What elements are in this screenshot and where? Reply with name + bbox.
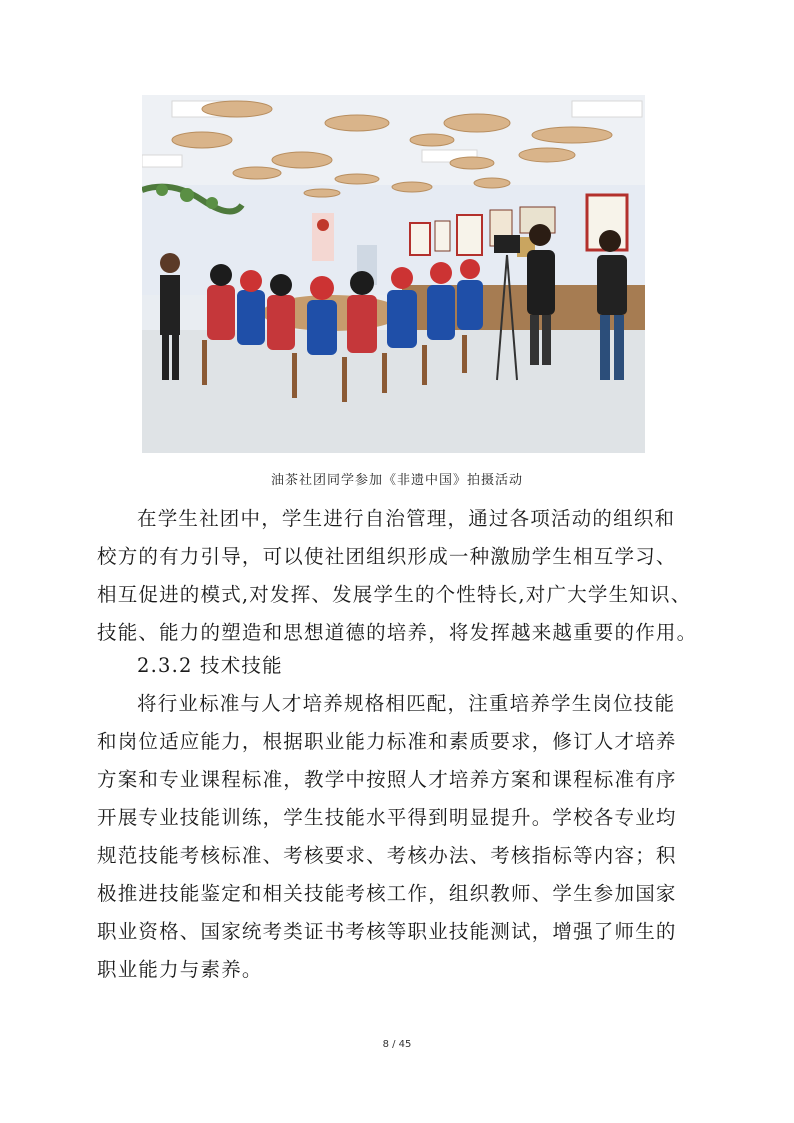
- paragraph-line: 职业能力与素养。: [97, 958, 263, 981]
- paragraph-line: 将行业标准与人才培养规格相匹配，注重培养学生岗位技能: [137, 692, 676, 715]
- section-heading: 2.3.2 技术技能: [137, 654, 283, 677]
- paragraph-line: 开展专业技能训练，学生技能水平得到明显提升。学校各专业均: [97, 806, 677, 829]
- page-number: 8 / 45: [382, 1039, 412, 1050]
- paragraph-line: 校方的有力引导，可以使社团组织形成一种激励学生相互学习、: [97, 545, 677, 568]
- paragraph-student-clubs: [97, 500, 697, 652]
- paragraph-line: 相互促进的模式,对发挥、发展学生的个性特长,对广大学生知识、: [97, 583, 692, 606]
- paragraph-line: 职业资格、国家统考类证书考核等职业技能测试，增强了师生的: [97, 920, 677, 943]
- paragraph-line: 规范技能考核标准、考核要求、考核办法、考核指标等内容；积: [97, 844, 677, 867]
- figure-caption: 油茶社团同学参加《非遗中国》拍摄活动: [270, 473, 523, 488]
- activity-photo: [142, 95, 645, 453]
- paragraph-line: 在学生社团中，学生进行自治管理，通过各项活动的组织和: [137, 507, 676, 530]
- paragraph-line: 方案和专业课程标准，教学中按照人才培养方案和课程标准有序: [97, 768, 677, 791]
- paragraph-technical-skills: [97, 685, 697, 989]
- paragraph-line: 技能、能力的塑造和思想道德的培养，将发挥越来越重要的作用。: [97, 621, 698, 644]
- paragraph-line: 极推进技能鉴定和相关技能考核工作，组织教师、学生参加国家: [97, 882, 677, 905]
- paragraph-line: 和岗位适应能力，根据职业能力标准和素质要求，修订人才培养: [97, 730, 677, 753]
